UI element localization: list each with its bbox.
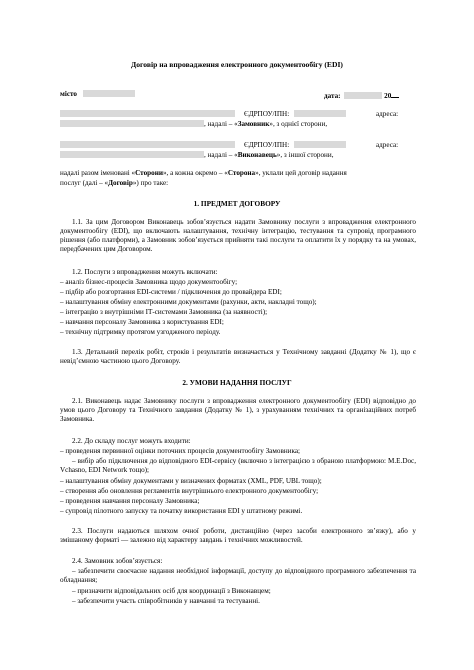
- list-item: – проведення навчання персоналу Замовника;: [60, 497, 200, 505]
- year-prefix: 20: [384, 92, 392, 100]
- party2-line1: [60, 141, 235, 150]
- clause-1-1: 1.1. За цим Договором Виконавець зобов’язується надати Замовнику послуги з впровадження електронного документообігу (EDI), що включають налаштування, технічну інтеграцію, тестування та супровід програмного рішення (або платформи), а Замовник зобов’язується прийняти такі послуги та оплатити їх у порядку та на умовах, передбачених цим Договором.: [60, 218, 416, 254]
- party2-edrpou-label: ЄДРПОУ/ІПН:: [244, 141, 290, 149]
- list-item: – проведення первинної оцінки поточних процесів документообігу Замовника;: [60, 447, 300, 455]
- list-item: – забезпечити своєчасне надання необхідної інформації, доступу до відповідного програмного забезпечення та обладнання;: [60, 567, 416, 585]
- party2-address-field[interactable]: [60, 151, 204, 158]
- clause-1-3: 1.3. Детальний перелік робіт, строків і результатів визначається у Технічному завданні (Додатку № 1), що є невід’ємною частиною цього Договору.: [60, 348, 416, 366]
- clause-1-2-head: 1.2. Послуги з впровадження можуть включати:: [72, 268, 218, 276]
- list-item: – технічну підтримку протягом узгодженого періоду.: [60, 328, 221, 336]
- intro-line1: надалі разом іменовані «Сторони», а кожна окремо – «Сторона», уклали цей договір надання: [60, 169, 347, 177]
- clause-2-3: 2.3. Послуги надаються шляхом очної роботи, дистанційно (через засоби електронного зв’язку), або у змішаному форматі — залежно від характеру завдань і технічних можливостей.: [60, 527, 416, 545]
- list-item: – супровід пілотного запуску та початку використання EDI у штатному режимі.: [60, 507, 303, 515]
- intro-line2: послуг (далі – «Договір») про таке:: [60, 179, 169, 187]
- list-item: – підбір або розгортання EDI-системи / підключення до провайдера EDI;: [60, 288, 282, 296]
- party2-role: Виконавець: [237, 151, 277, 159]
- list-item: – інтеграцію з внутрішніми ІТ-системами Замовника (за наявності);: [60, 308, 268, 316]
- party2-edrpou-row: [244, 141, 346, 150]
- date-row: [324, 90, 399, 101]
- party2-edrpou-field[interactable]: [294, 141, 346, 148]
- party2-name-field[interactable]: [60, 141, 235, 148]
- list-item: – налаштування обміну документами у визначених форматах (XML, PDF, UBL тощо);: [60, 477, 322, 485]
- list-item: – забезпечити участь співробітників у навчанні та тестуванні.: [72, 597, 260, 605]
- party2-line2: , надалі – «Виконавець», з іншої сторони,: [60, 151, 334, 160]
- year-field[interactable]: [391, 90, 399, 98]
- clause-2-2-head: 2.2. До складу послуг можуть входити:: [72, 437, 191, 445]
- list-item: – створення або оновлення регламентів внутрішнього електронного документообігу;: [60, 487, 319, 495]
- list-item: – налаштування обміну електронними документами (рахунки, акти, накладні тощо);: [60, 298, 317, 306]
- section1-title: 1. ПРЕДМЕТ ДОГОВОРУ: [193, 199, 281, 208]
- place-label: місто: [60, 90, 78, 98]
- clause-2-1: 2.1. Виконавець надає Замовнику послуги з впровадження електронного документообігу (EDI) відповідно до умов цього Договору та Технічного завдання (Додатку № 1), з урахуванням технічних та організаційних потреб Замовника.: [60, 397, 416, 424]
- party1-edrpou-label: ЄДРПОУ/ІПН:: [244, 110, 290, 118]
- party1-address-label: адреса:: [376, 110, 399, 118]
- party1-line2: , надалі – «Замовник», з однієї сторони,: [60, 120, 327, 129]
- list-item: – навчання персоналу Замовника з користування EDI;: [60, 318, 224, 326]
- party1-edrpou-field[interactable]: [294, 110, 346, 117]
- party2-address-label: адреса:: [376, 141, 399, 149]
- place-row: [60, 90, 135, 99]
- party1-line1: [60, 110, 235, 119]
- place-field[interactable]: [83, 90, 135, 97]
- clause-2-4-head: 2.4. Замовник зобов’язується:: [72, 557, 163, 565]
- list-item: – аналіз бізнес-процесів Замовника щодо документообігу;: [60, 278, 238, 286]
- list-item: – вибір або підключення до відповідного EDI-сервісу (включно з інтеграцією з обраною платформою: M.E.Doc, Vchasno, EDI Network тощо);: [60, 457, 416, 475]
- party1-edrpou-row: [244, 110, 346, 119]
- list-item: – призначити відповідальних осіб для координації з Виконавцем;: [72, 587, 271, 595]
- date-field[interactable]: [344, 92, 382, 99]
- party1-role: Замовник: [237, 120, 270, 128]
- document-title: Договір на впровадження електронного документообігу (EDI): [131, 60, 343, 69]
- date-label: дата:: [324, 92, 341, 100]
- party1-name-field[interactable]: [60, 110, 235, 117]
- party1-address-field[interactable]: [60, 120, 204, 127]
- section2-title: 2. УМОВИ НАДАННЯ ПОСЛУГ: [182, 378, 292, 387]
